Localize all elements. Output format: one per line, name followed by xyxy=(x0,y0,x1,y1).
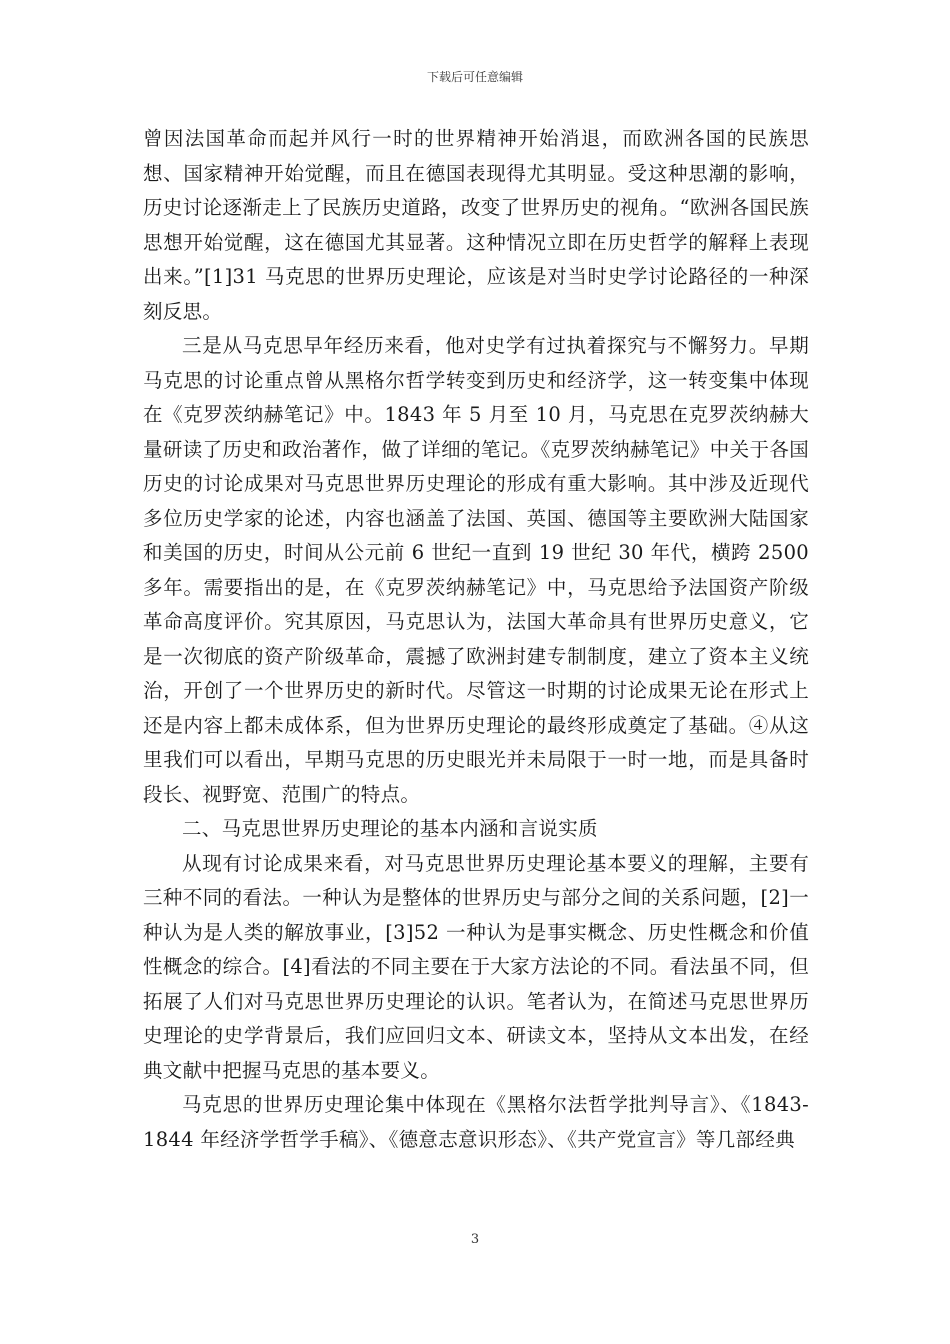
section-heading: 二、马克思世界历史理论的基本内涵和言说实质 xyxy=(182,817,598,840)
page-number: 3 xyxy=(470,1232,480,1247)
paragraph: 三是从马克思早年经历来看，他对史学有过执着探究与不懈努力。早期马克思的讨论重点曾从黑格尔哲学转变到历史和经济学，这一转变集中体现在《克罗茨纳赫笔记》中。1843 年 5 月至 10 月，马克思在克罗茨纳赫大量研读了历史和政治著作，做了详细的笔记。《克罗茨纳赫笔记》中关于各国历史的讨论成果对马克思世界历史理论的形成有重大影响。其中涉及近现代多位历史学家的论述，内容也涵盖了法国、英国、德国等主要欧洲大陆国家和美国的历史，时间从公元前 6 世纪一直到 19 世纪 30 年代，横跨 2500 多年。需要指出的是，在《克罗茨纳赫笔记》中，马克思给予法国资产阶级革命高度评价。究其原因，马克思认为，法国大革命具有世界历史意义，它是一次彻底的资产阶级革命，震撼了欧洲封建专制制度，建立了资本主义统治，开创了一个世界历史的新时代。尽管这一时期的讨论成果无论在形式上还是内容上都未成体系，但为世界历史理论的最终形成奠定了基础。④从这里我们可以看出，早期马克思的历史眼光并未局限于一时一地，而是具备时段长、视野宽、范围广的特点。 xyxy=(143,334,809,806)
header-note: 下载后可任意编辑 xyxy=(426,70,523,84)
body-text xyxy=(143,122,809,1157)
paragraph-continuation: 曾因法国革命而起并风行一时的世界精神开始消退，而欧洲各国的民族思想、国家精神开始觉醒，而且在德国表现得尤其明显。受这种思潮的影响，历史讨论逐渐走上了民族历史道路，改变了世界历史的视角。“欧洲各国民族思想开始觉醒，这在德国尤其显著。这种情况立即在历史哲学的解释上表现出来。”[1]31 马克思的世界历史理论，应该是对当时史学讨论路径的一种深刻反思。 xyxy=(143,127,809,323)
paragraph: 马克思的世界历史理论集中体现在《黑格尔法哲学批判导言》、《1843-1844 年经济学哲学手稿》、《德意志意识形态》、《共产党宣言》等几部经典 xyxy=(143,1093,809,1151)
paragraph: 从现有讨论成果来看，对马克思世界历史理论基本要义的理解，主要有三种不同的看法。一种认为是整体的世界历史与部分之间的关系问题，[2]一种认为是人类的解放事业，[3]52 一种认为是事实概念、历史性概念和价值性概念的综合。[4]看法的不同主要在于大家方法论的不同。看法虽不同，但拓展了人们对马克思世界历史理论的认识。笔者认为，在简述马克思世界历史理论的史学背景后，我们应回归文本、研读文本，坚持从文本出发，在经典文献中把握马克思的基本要义。 xyxy=(143,851,809,1082)
